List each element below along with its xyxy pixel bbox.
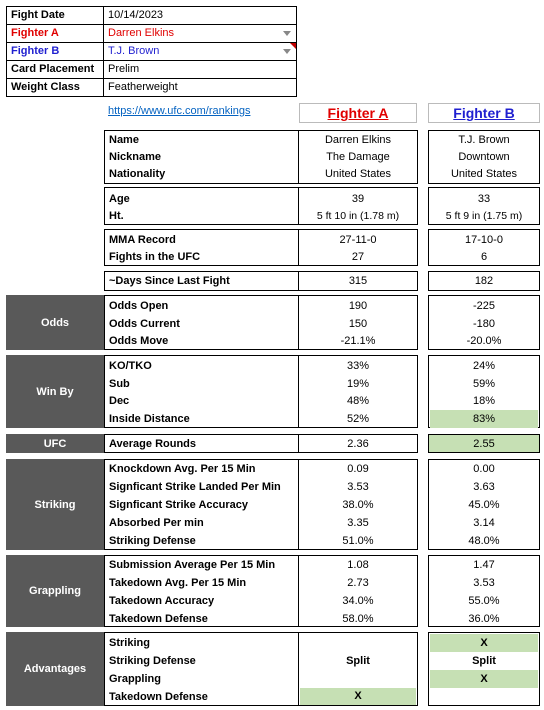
adv-takedown-defense-a: X [300,688,416,705]
takedown-avg-label: Takedown Avg. Per 15 Min [109,577,247,589]
chevron-down-icon[interactable] [283,31,291,36]
fight-date-value[interactable]: 10/14/2023 [104,7,297,25]
fight-date-label: Fight Date [7,7,104,25]
body-labels [104,187,299,225]
submission-avg-a: 1.08 [347,559,369,571]
adv-striking-label: Striking [109,637,150,649]
comment-marker-icon [290,43,296,49]
name-a: Darren Elkins [324,134,392,146]
strike-accuracy-a: 38.0% [342,499,374,511]
days-label-cell [104,271,299,291]
adv-striking-defense-a: Split [346,655,370,667]
ko-a: 33% [346,360,370,372]
winby-a [298,355,418,428]
fight-info-table [6,6,297,97]
grappling-b [428,555,540,627]
fighter-b-select[interactable] [104,43,297,61]
avg-rounds-a: 2.36 [347,438,369,450]
takedown-defense-b: 36.0% [468,613,500,625]
takedown-avg-a: 2.73 [347,577,369,589]
height-label: Ht. [109,210,124,222]
days-a-cell [298,271,418,291]
rankings-link[interactable]: https://www.ufc.com/rankings [108,105,251,117]
ufc-fights-b: 6 [480,251,488,263]
nickname-label: Nickname [109,151,161,163]
advantages-labels [104,632,299,706]
avg-rounds-label: Average Rounds [109,438,197,450]
col-a-header: Fighter A [327,105,389,121]
takedown-accuracy-label: Takedown Accuracy [109,595,215,607]
col-b-cell [428,103,540,123]
sub-a: 19% [346,378,370,390]
profile-a [298,130,418,184]
mma-record-a: 27-11-0 [339,234,377,246]
chevron-down-icon[interactable] [283,49,291,54]
knockdown-a: 0.09 [347,463,369,475]
ufc-section-header: UFC [6,434,104,453]
striking-defense-a: 51.0% [342,535,374,547]
odds-open-a: 190 [348,300,368,312]
nickname-a: The Damage [326,151,390,163]
odds-section-header: Odds [6,295,104,350]
submission-avg-label: Submission Average Per 15 Min [109,559,276,571]
adv-grappling-a [299,670,417,688]
record-b [428,229,540,266]
odds-move-b: -20.0% [466,335,502,347]
absorbed-label: Absorbed Per min [109,517,204,529]
card-value[interactable]: Prelim [104,61,297,79]
adv-striking-defense-b: Split [472,655,496,667]
winby-section-header: Win By [6,355,104,428]
profile-b [428,130,540,184]
fight-date-row [7,7,297,25]
odds-open-b: -225 [472,300,496,312]
odds-move-a: -21.1% [340,335,376,347]
record-a [298,229,418,266]
winby-labels [104,355,299,428]
col-b-header: Fighter B [453,105,515,121]
weight-label: Weight Class [7,79,104,97]
knockdown-label: Knockdown Avg. Per 15 Min [109,463,256,475]
name-b: T.J. Brown [458,134,510,146]
fighter-b-value: T.J. Brown [108,45,160,57]
nationality-b: United States [450,168,518,180]
inside-distance-b: 83% [430,410,538,428]
fighter-b-label: Fighter B [7,43,104,61]
odds-current-label: Odds Current [109,318,180,330]
mma-record-b: 17-10-0 [465,234,503,246]
ufc-fights-label: Fights in the UFC [109,251,201,263]
days-since-b: 182 [474,275,494,287]
fighter-a-row [7,25,297,43]
takedown-accuracy-a: 34.0% [342,595,374,607]
striking-defense-b: 48.0% [468,535,500,547]
odds-labels [104,295,299,350]
takedown-defense-label: Takedown Defense [109,613,208,625]
strikes-landed-b: 3.63 [473,481,495,493]
days-since-a: 315 [348,275,368,287]
sub-label: Sub [109,378,130,390]
adv-takedown-defense-b [429,688,539,706]
ufc-fights-a: 27 [351,251,365,263]
avg-rounds-b: 2.55 [473,438,495,450]
nickname-b: Downtown [458,151,510,163]
weight-value[interactable]: Featherweight [104,79,297,97]
fighter-a-select[interactable] [104,25,297,43]
weight-row [7,79,297,97]
ko-b: 24% [472,360,496,372]
fighter-a-label: Fighter A [7,25,104,43]
odds-open-label: Odds Open [109,300,169,312]
odds-current-a: 150 [348,318,368,330]
absorbed-a: 3.35 [347,517,369,529]
odds-current-b: -180 [472,318,496,330]
fighter-a-value: Darren Elkins [108,27,175,39]
striking-section-header: Striking [6,459,104,550]
nationality-label: Nationality [109,168,166,180]
takedown-avg-b: 3.53 [473,577,495,589]
height-b: 5 ft 9 in (1.75 m) [445,210,523,222]
odds-b [428,295,540,350]
ko-label: KO/TKO [109,360,152,372]
card-row [7,61,297,79]
advantages-section-header: Advantages [6,632,104,706]
knockdown-b: 0.00 [473,463,495,475]
card-label: Card Placement [7,61,104,79]
dec-label: Dec [109,395,130,407]
strike-accuracy-b: 45.0% [468,499,500,511]
strikes-landed-a: 3.53 [347,481,369,493]
height-a: 5 ft 10 in (1.78 m) [316,210,400,222]
adv-striking-defense-label: Striking Defense [109,655,196,667]
sub-b: 59% [472,378,496,390]
grappling-section-header: Grappling [6,555,104,627]
mma-record-label: MMA Record [109,234,176,246]
striking-defense-label: Striking Defense [109,535,196,547]
record-labels [104,229,299,266]
dec-a: 48% [346,395,370,407]
absorbed-b: 3.14 [473,517,495,529]
adv-striking-a [299,634,417,652]
strike-accuracy-label: Signficant Strike Accuracy [109,499,248,511]
takedown-accuracy-b: 55.0% [468,595,500,607]
avg-rounds-a-cell [298,434,418,453]
body-a [298,187,418,225]
age-b: 33 [477,193,491,205]
grappling-a [298,555,418,627]
avg-rounds-label-cell [104,434,299,453]
adv-takedown-defense-label: Takedown Defense [109,691,208,703]
body-b [428,187,540,225]
striking-b [428,459,540,550]
fighter-b-row [7,43,297,61]
days-since-label: ~Days Since Last Fight [109,275,230,287]
inside-distance-label: Inside Distance [109,413,190,425]
inside-distance-a: 52% [346,413,370,425]
name-label: Name [109,134,139,146]
adv-grappling-b: X [430,670,538,688]
adv-striking-b: X [430,634,538,652]
striking-a [298,459,418,550]
submission-avg-b: 1.47 [473,559,495,571]
odds-a [298,295,418,350]
dec-b: 18% [472,395,496,407]
nationality-a: United States [324,168,392,180]
age-a: 39 [351,193,365,205]
takedown-defense-a: 58.0% [342,613,374,625]
winby-b [428,355,540,428]
profile-labels [104,130,299,184]
advantages-a [298,632,418,706]
adv-grappling-label: Grappling [109,673,161,685]
age-label: Age [109,193,130,205]
col-a-cell [299,103,417,123]
advantages-b [428,632,540,706]
grappling-labels [104,555,299,627]
striking-labels [104,459,299,550]
strikes-landed-label: Signficant Strike Landed Per Min [109,481,281,493]
avg-rounds-b-cell [428,434,540,453]
days-b-cell [428,271,540,291]
odds-move-label: Odds Move [109,335,169,347]
